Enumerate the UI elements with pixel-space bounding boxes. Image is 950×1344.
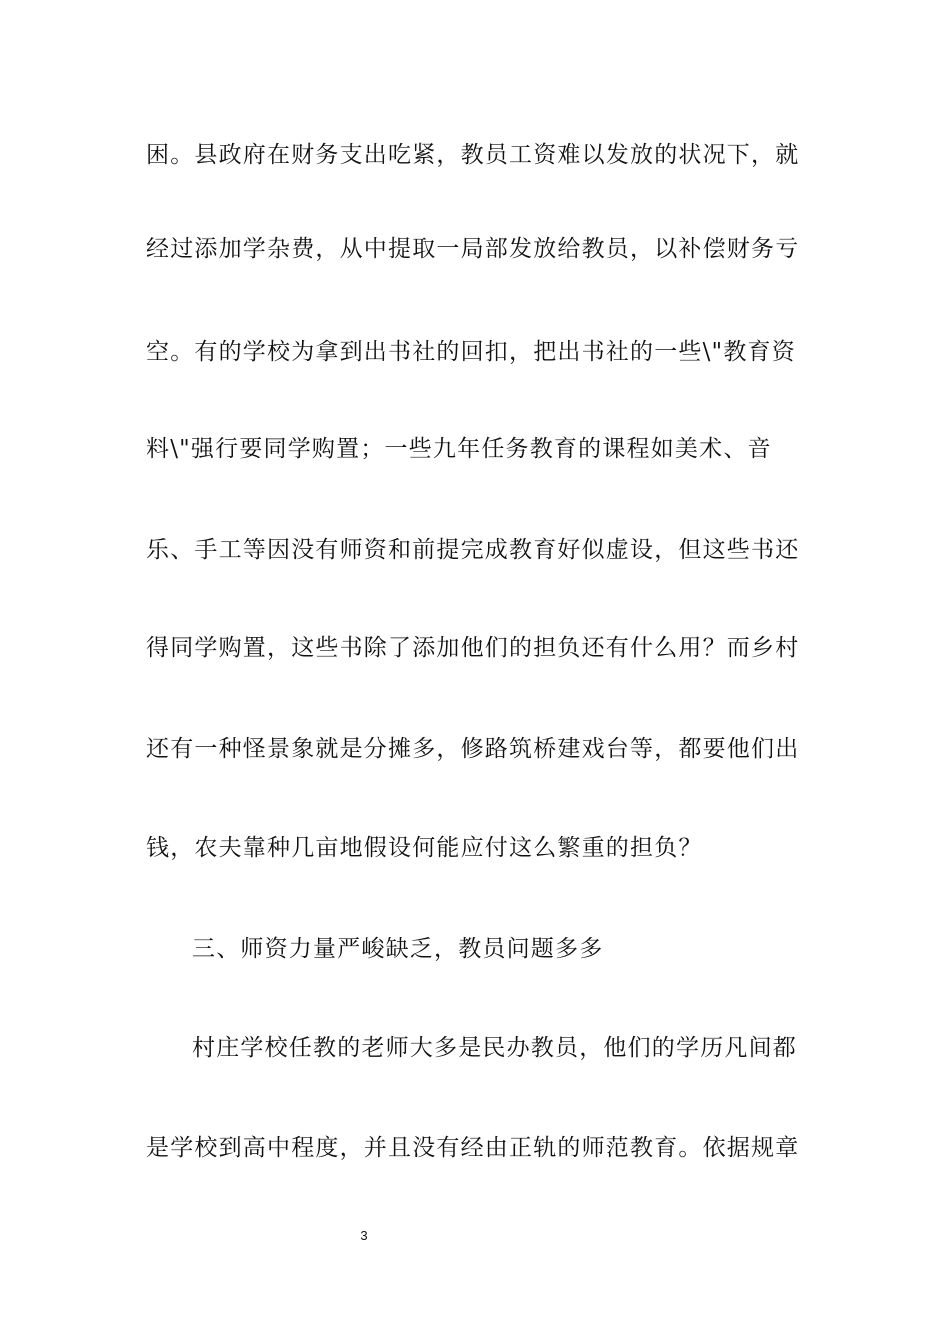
body-line-1: 困。县政府在财务支出吃紧，教员工资难以发放的状况下，就 bbox=[146, 142, 800, 168]
body-line-10: 村庄学校任教的老师大多是民办教员，他们的学历凡间都 bbox=[192, 1035, 797, 1061]
body-line-6: 得同学购置，这些书除了添加他们的担负还有什么用？而乡村 bbox=[146, 635, 800, 661]
body-line-8: 钱，农夫靠种几亩地假设何能应付这么繁重的担负？ bbox=[146, 835, 703, 861]
body-line-11: 是学校到高中程度，并且没有经由正轨的师范教育。依据规章 bbox=[146, 1135, 800, 1161]
body-line-4: 料\"强行要同学购置；一些九年任务教育的课程如美术、音 bbox=[146, 436, 772, 462]
page-number: 3 bbox=[360, 1228, 368, 1243]
section-heading: 三、师资力量严峻缺乏，教员问题多多 bbox=[192, 936, 604, 962]
body-line-3: 空。有的学校为拿到出书社的回扣，把出书社的一些\"教育资 bbox=[146, 339, 796, 365]
body-line-5: 乐、手工等因没有师资和前提完成教育好似虚设，但这些书还 bbox=[146, 537, 800, 563]
body-line-2: 经过添加学杂费，从中提取一局部发放给教员，以补偿财务亏 bbox=[146, 236, 800, 262]
body-line-7: 还有一种怪景象就是分摊多，修路筑桥建戏台等，都要他们出 bbox=[146, 736, 800, 762]
